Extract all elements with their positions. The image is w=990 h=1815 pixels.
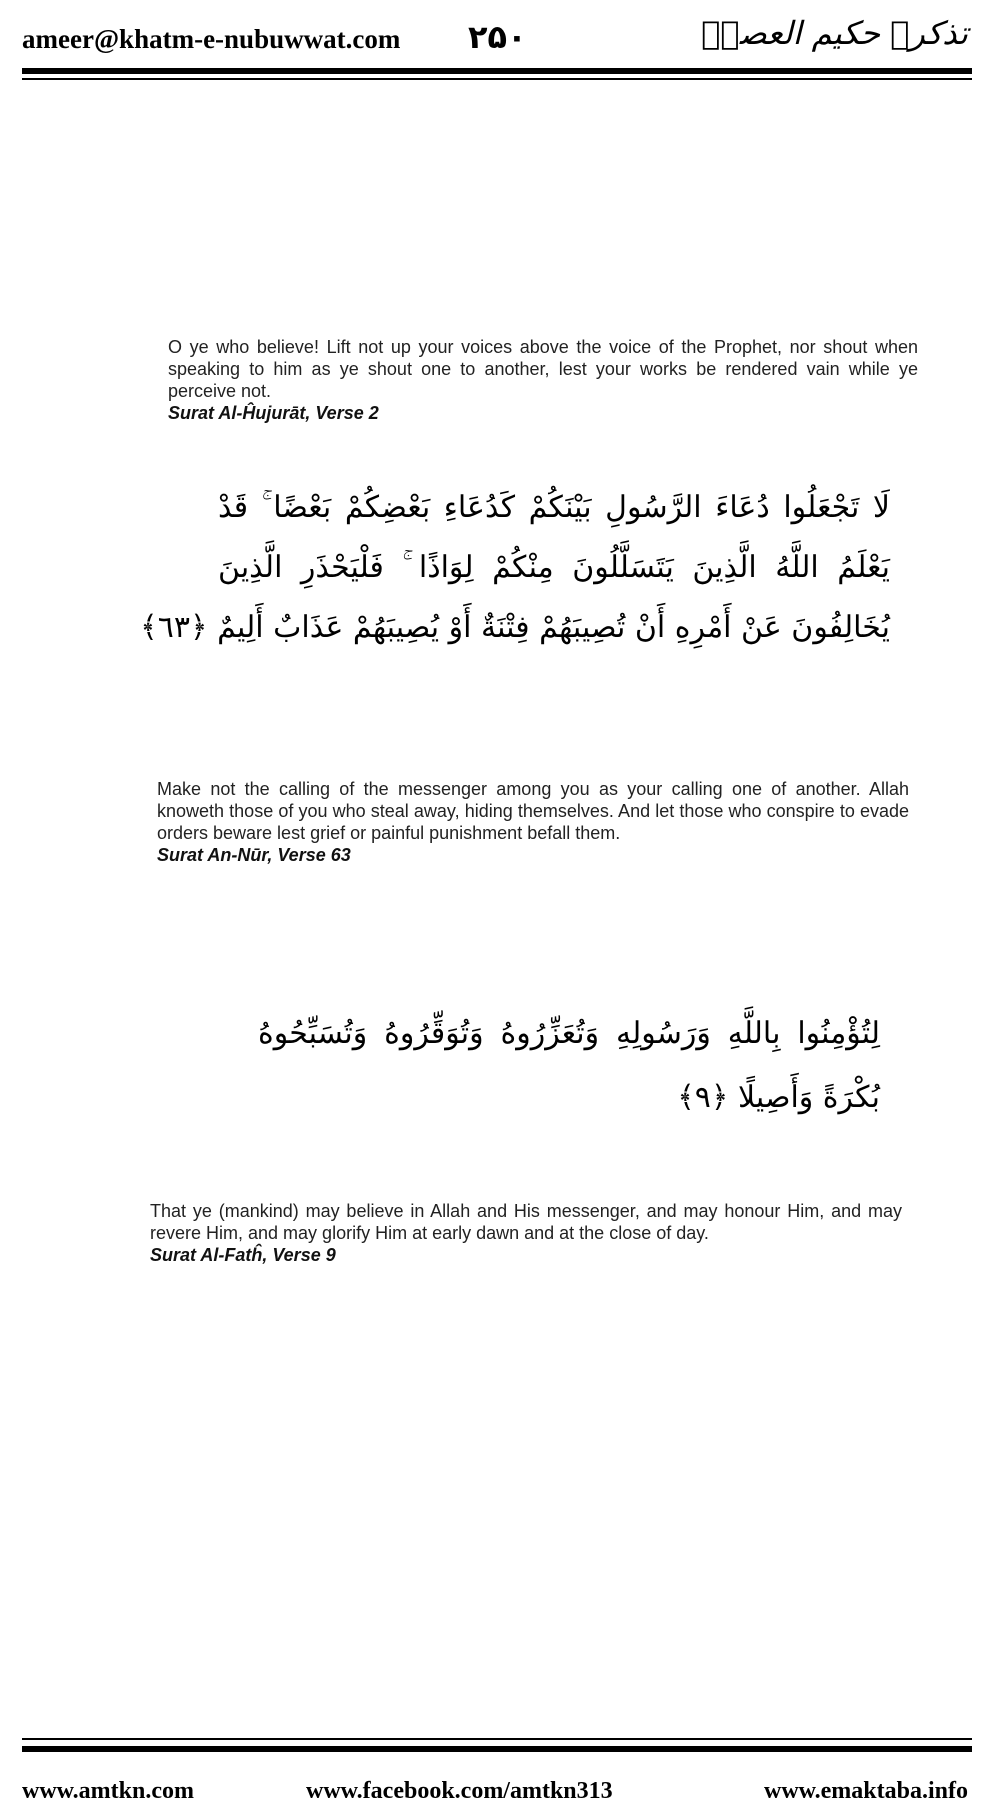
- verse-block-hujurat: [168, 336, 918, 424]
- footer-link-emaktaba[interactable]: www.emaktaba.info: [763, 1778, 968, 1804]
- footer-link-amtkn[interactable]: www.amtkn.com: [22, 1778, 194, 1804]
- header-rule-thick: [22, 68, 972, 74]
- header-rule-thin: [22, 78, 972, 80]
- arabic-verse-nur: [140, 478, 890, 658]
- arabic-line: بُكْرَةً وَأَصِيلًا ﴿٩﴾: [677, 1080, 880, 1115]
- verse-translation: Make not the calling of the messenger among you as your calling one of another. Allah knoweth those of you who steal away, hiding themselves. And let those who conspire to evade orders beware lest grief or painful punishment befall them.: [157, 779, 909, 843]
- verse-translation: That ye (mankind) may believe in Allah and His messenger, and may honour Him, and may revere Him, and may glorify Him at early dawn and at the close of day.: [150, 1201, 902, 1243]
- book-title: تذکرہ حکیم العصرؒ: [701, 14, 968, 52]
- page-header: [0, 0, 990, 90]
- footer-rule-thick: [22, 1746, 972, 1752]
- verse-block-nur: [157, 778, 909, 866]
- arabic-line: لَا تَجْعَلُوا دُعَاءَ الرَّسُولِ بَيْنَكُمْ كَدُعَاءِ بَعْضِكُمْ بَعْضًا ۚ قَدْ: [218, 490, 890, 525]
- arabic-line: يَعْلَمُ اللَّهُ الَّذِينَ يَتَسَلَّلُونَ مِنْكُمْ لِوَاذًا ۚ فَلْيَحْذَرِ الَّذِينَ: [218, 550, 890, 585]
- verse-reference: Surat An-Nūr, Verse 63: [157, 845, 351, 865]
- arabic-line: لِتُؤْمِنُوا بِاللَّهِ وَرَسُولِهِ وَتُعَزِّرُوهُ وَتُوَقِّرُوهُ وَتُسَبِّحُوهُ: [258, 1016, 880, 1051]
- page-number: ۲۵۰: [468, 18, 527, 56]
- arabic-line: يُخَالِفُونَ عَنْ أَمْرِهِ أَنْ تُصِيبَهُمْ فِتْنَةٌ أَوْ يُصِيبَهُمْ عَذَابٌ أَلِيمٌ ﴿٦٣﴾: [140, 610, 890, 645]
- footer-rule-thin: [22, 1738, 972, 1740]
- verse-reference: Surat Al-Ĥujurāt, Verse 2: [168, 403, 379, 423]
- verse-reference: Surat Al-Fatĥ, Verse 9: [150, 1245, 336, 1265]
- verse-block-fath: [150, 1200, 902, 1266]
- footer-link-facebook[interactable]: www.facebook.com/amtkn313: [306, 1778, 613, 1804]
- arabic-verse-fath: [258, 1002, 880, 1130]
- verse-translation: O ye who believe! Lift not up your voices above the voice of the Prophet, nor shout when speaking to him as ye shout one to another, lest your works be rendered vain while ye perceive not.: [168, 337, 918, 401]
- header-email[interactable]: ameer@khatm-e-nubuwwat.com: [22, 24, 401, 54]
- page-footer: [0, 1758, 990, 1808]
